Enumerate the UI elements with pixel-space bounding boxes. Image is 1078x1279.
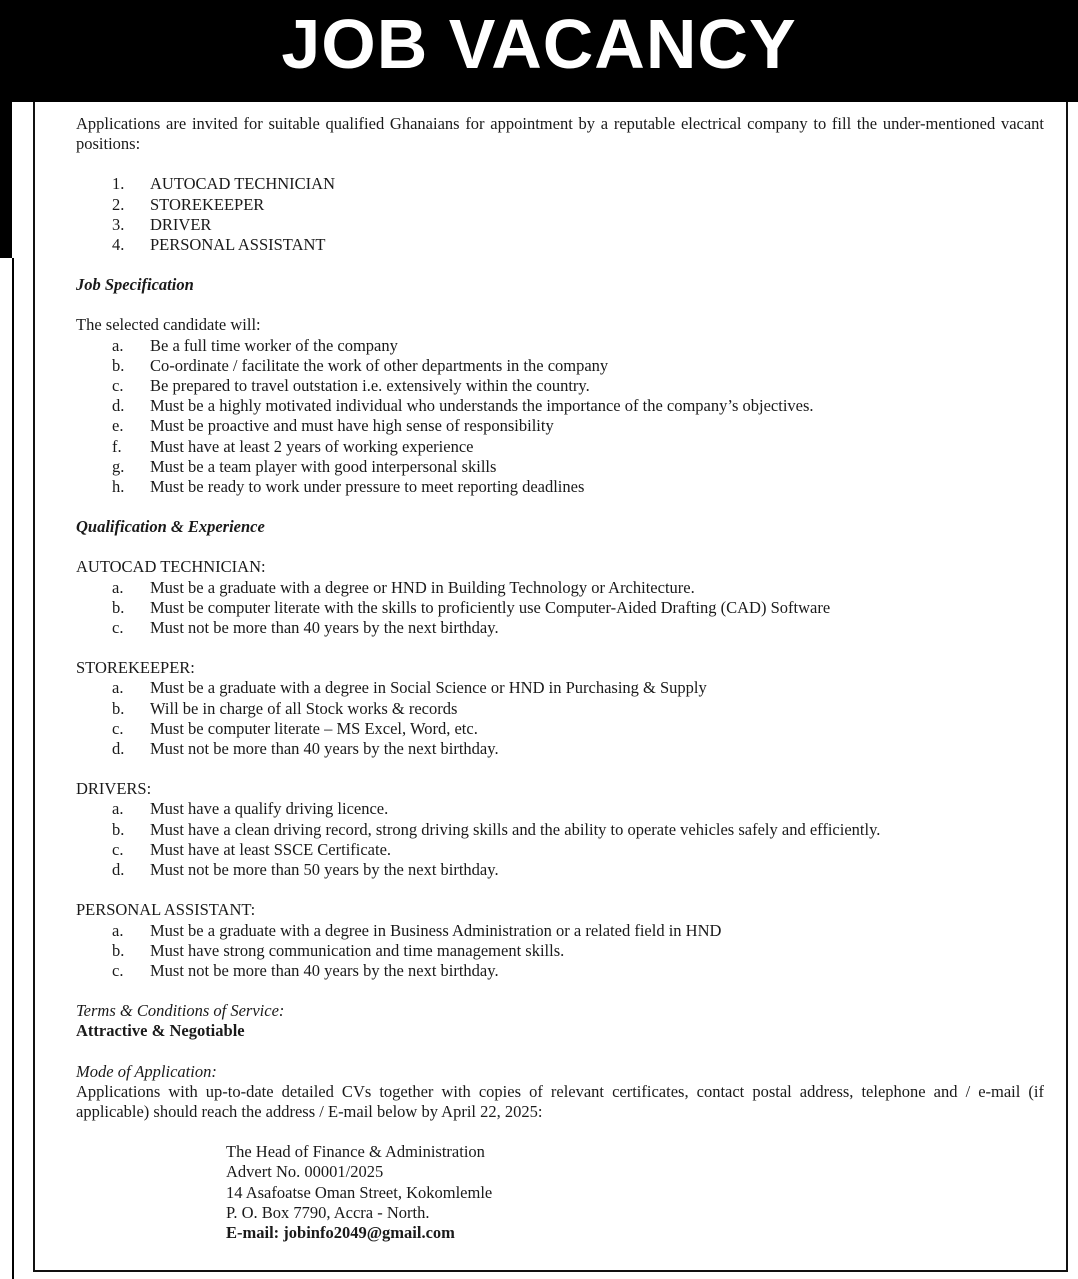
item-text: Must be a team player with good interpersonal skills bbox=[150, 456, 497, 476]
item-text: Must not be more than 50 years by the next birthday. bbox=[150, 860, 499, 880]
autocad-requirements bbox=[76, 578, 1044, 639]
address-line: Advert No. 00001/2025 bbox=[226, 1162, 384, 1182]
item-text: Must not be more than 40 years by the next birthday. bbox=[150, 960, 499, 980]
item-marker: c. bbox=[112, 376, 124, 396]
list-item bbox=[76, 860, 1044, 880]
item-text: Must have at least SSCE Certificate. bbox=[150, 839, 392, 859]
item-text: Must have a clean driving record, strong driving skills and the ability to operate vehicles safely and efficiently. bbox=[150, 819, 881, 839]
address-block bbox=[226, 1142, 1044, 1243]
item-marker: a. bbox=[112, 920, 124, 940]
list-item bbox=[76, 799, 1044, 819]
list-item bbox=[76, 598, 1044, 618]
item-marker: h. bbox=[112, 477, 125, 497]
item-text: Must be computer literate – MS Excel, Word, etc. bbox=[150, 718, 478, 738]
advert-body bbox=[76, 114, 1044, 1243]
list-item bbox=[76, 215, 1044, 235]
qualification-heading: Qualification & Experience bbox=[76, 517, 265, 537]
list-item bbox=[76, 840, 1044, 860]
list-item bbox=[76, 921, 1044, 941]
storekeeper-requirements bbox=[76, 678, 1044, 759]
item-text: Be prepared to travel outstation i.e. extensively within the country. bbox=[150, 376, 590, 396]
item-marker: b. bbox=[112, 819, 125, 839]
list-item bbox=[76, 457, 1044, 477]
item-marker: a. bbox=[112, 799, 124, 819]
list-item bbox=[76, 719, 1044, 739]
address-line: 14 Asafoatse Oman Street, Kokomlemle bbox=[226, 1182, 493, 1202]
item-marker: 1. bbox=[112, 174, 125, 194]
item-marker: c. bbox=[112, 839, 124, 859]
job-spec-heading: Job Specification bbox=[76, 275, 194, 295]
item-marker: d. bbox=[112, 396, 125, 416]
list-item bbox=[76, 356, 1044, 376]
item-marker: c. bbox=[112, 718, 124, 738]
list-item bbox=[76, 699, 1044, 719]
address-line: P. O. Box 7790, Accra - North. bbox=[226, 1202, 430, 1222]
item-text: AUTOCAD TECHNICIAN bbox=[150, 174, 336, 194]
job-spec-lead: The selected candidate will: bbox=[76, 315, 261, 335]
intro-paragraph: Applications are invited for suitable qualified Ghanaians for appointment by a reputable electrical company to fill the under-mentioned vacant positions: bbox=[76, 114, 1044, 154]
list-item bbox=[76, 678, 1044, 698]
item-marker: b. bbox=[112, 597, 125, 617]
item-text: Must be a graduate with a degree or HND in Building Technology or Architecture. bbox=[150, 577, 695, 597]
drivers-requirements bbox=[76, 799, 1044, 880]
item-text: DRIVER bbox=[150, 214, 212, 234]
group-title-storekeeper: STOREKEEPER: bbox=[76, 658, 195, 678]
item-text: Must have at least 2 years of working experience bbox=[150, 436, 474, 456]
job-spec-list bbox=[76, 336, 1044, 498]
group-title-autocad: AUTOCAD TECHNICIAN: bbox=[76, 557, 266, 577]
item-text: Must be computer literate with the skills to proficiently use Computer-Aided Drafting (CAD) Software bbox=[150, 597, 831, 617]
item-text: Be a full time worker of the company bbox=[150, 335, 398, 355]
item-text: Must be proactive and must have high sense of responsibility bbox=[150, 416, 554, 436]
list-item bbox=[76, 174, 1044, 194]
item-marker: c. bbox=[112, 960, 124, 980]
list-item bbox=[76, 437, 1044, 457]
list-item bbox=[76, 195, 1044, 215]
group-title-personal-assistant: PERSONAL ASSISTANT: bbox=[76, 900, 256, 920]
address-line: The Head of Finance & Administration bbox=[226, 1142, 485, 1162]
item-marker: b. bbox=[112, 355, 125, 375]
list-item bbox=[76, 941, 1044, 961]
terms-heading: Terms & Conditions of Service: bbox=[76, 1001, 285, 1021]
list-item bbox=[76, 618, 1044, 638]
item-marker: 4. bbox=[112, 235, 125, 255]
item-text: Must have a qualify driving licence. bbox=[150, 799, 389, 819]
item-text: STOREKEEPER bbox=[150, 194, 265, 214]
item-marker: f. bbox=[112, 436, 122, 456]
list-item bbox=[76, 477, 1044, 497]
item-text: Will be in charge of all Stock works & records bbox=[150, 698, 458, 718]
terms-value: Attractive & Negotiable bbox=[76, 1021, 245, 1041]
item-marker: b. bbox=[112, 698, 125, 718]
list-item bbox=[76, 396, 1044, 416]
item-text: Must be a graduate with a degree in Social Science or HND in Purchasing & Supply bbox=[150, 678, 707, 698]
list-item bbox=[76, 739, 1044, 759]
item-text: Co-ordinate / facilitate the work of other departments in the company bbox=[150, 355, 609, 375]
list-item bbox=[76, 961, 1044, 981]
item-marker: c. bbox=[112, 618, 124, 638]
mode-text: Applications with up-to-date detailed CVs together with copies of relevant certificates, contact postal address, telephone and / e-mail (if applicable) should reach the address / E-mail below by April 22, 2025: bbox=[76, 1081, 1044, 1121]
email-line: E-mail: jobinfo2049@gmail.com bbox=[226, 1222, 455, 1242]
list-item bbox=[76, 578, 1044, 598]
item-marker: a. bbox=[112, 577, 124, 597]
positions-list bbox=[76, 174, 1044, 255]
item-text: Must be ready to work under pressure to meet reporting deadlines bbox=[150, 477, 585, 497]
item-marker: g. bbox=[112, 456, 125, 476]
page-title: JOB VACANCY bbox=[281, 5, 797, 83]
item-marker: 2. bbox=[112, 194, 125, 214]
item-text: PERSONAL ASSISTANT bbox=[150, 235, 326, 255]
item-marker: 3. bbox=[112, 214, 125, 234]
item-marker: d. bbox=[112, 860, 125, 880]
mode-heading: Mode of Application: bbox=[76, 1061, 217, 1081]
item-text: Must be a highly motivated individual who understands the importance of the company’s objectives. bbox=[150, 396, 814, 416]
item-text: Must be a graduate with a degree in Business Administration or a related field in HND bbox=[150, 920, 722, 940]
left-edge-line bbox=[12, 258, 14, 1279]
personal-assistant-requirements bbox=[76, 921, 1044, 982]
group-title-drivers: DRIVERS: bbox=[76, 779, 152, 799]
item-text: Must not be more than 40 years by the next birthday. bbox=[150, 618, 499, 638]
item-marker: e. bbox=[112, 416, 124, 436]
item-text: Must have strong communication and time management skills. bbox=[150, 940, 565, 960]
item-marker: a. bbox=[112, 335, 124, 355]
item-text: Must not be more than 40 years by the next birthday. bbox=[150, 739, 499, 759]
item-marker: a. bbox=[112, 678, 124, 698]
list-item bbox=[76, 820, 1044, 840]
item-marker: d. bbox=[112, 739, 125, 759]
list-item bbox=[76, 235, 1044, 255]
list-item bbox=[76, 376, 1044, 396]
list-item bbox=[76, 416, 1044, 436]
list-item bbox=[76, 336, 1044, 356]
item-marker: b. bbox=[112, 940, 125, 960]
